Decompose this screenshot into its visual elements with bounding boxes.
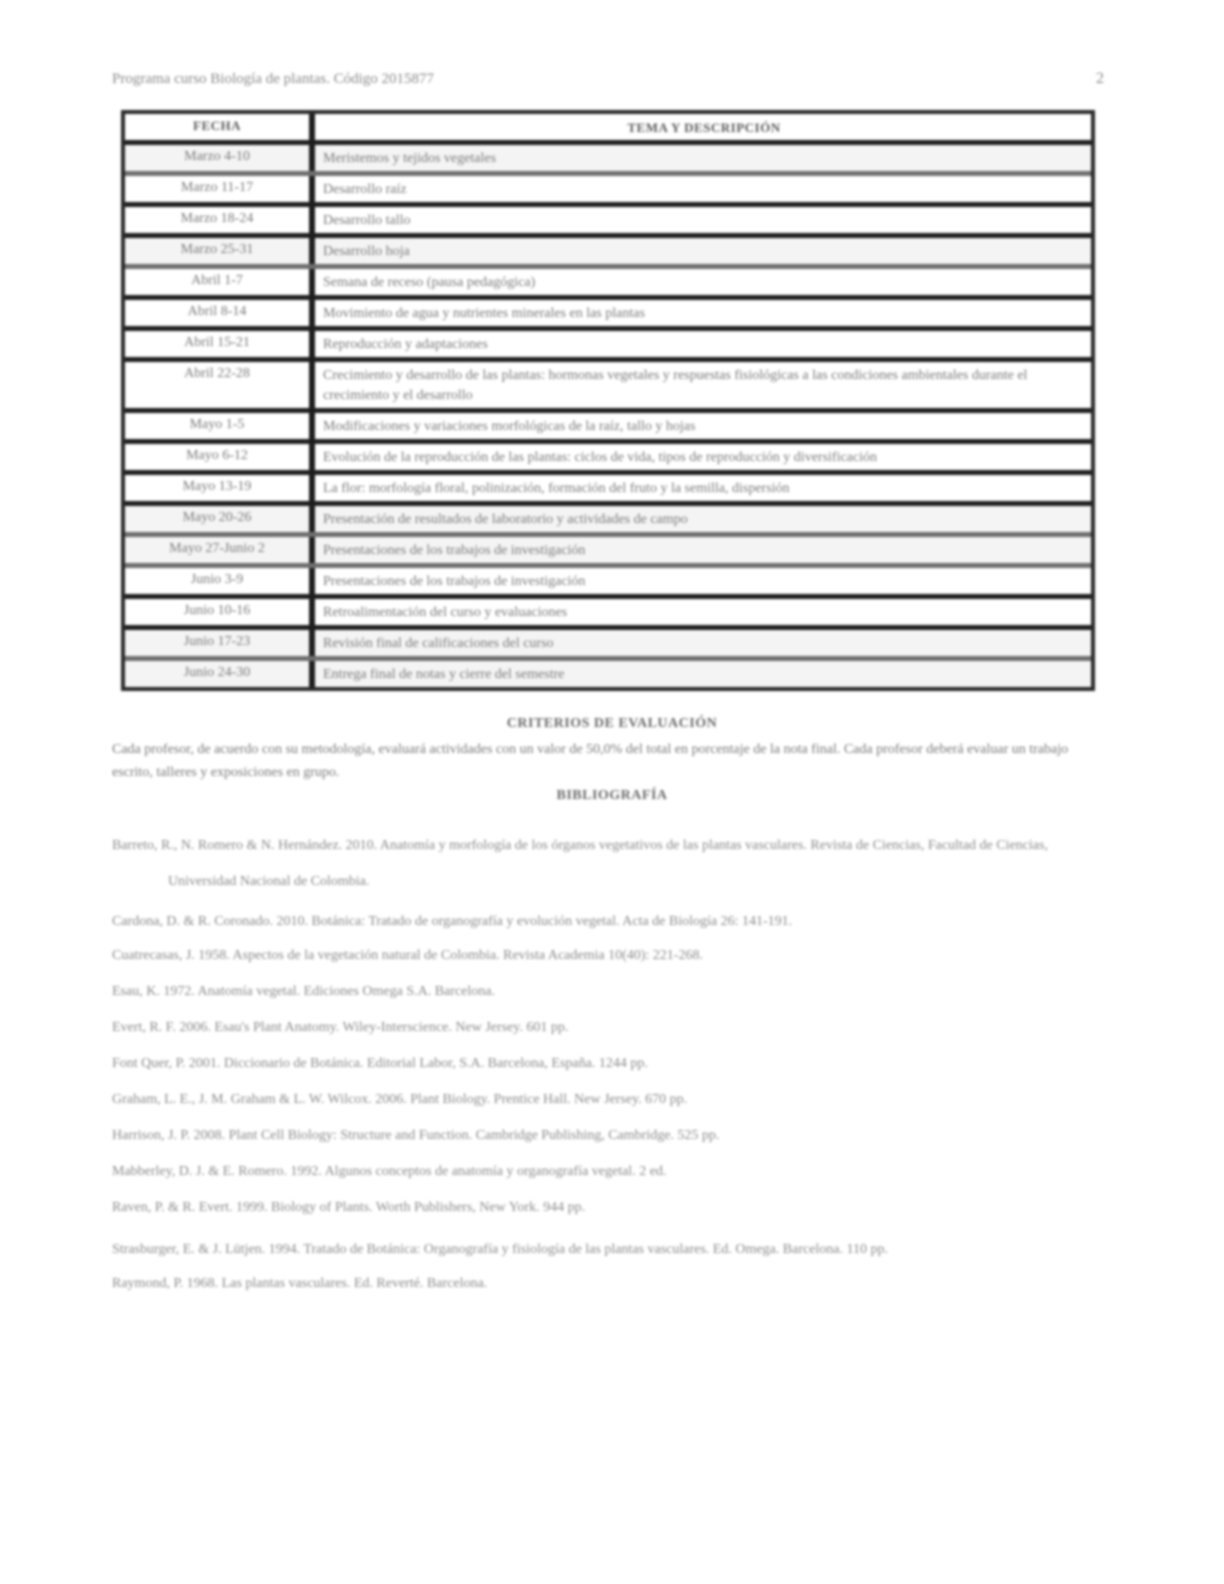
- list-item: Raymond, P. 1968. Las plantas vasculares. Ed. Reverté. Barcelona.: [112, 1276, 488, 1291]
- row-date: Abril 15-21: [125, 331, 315, 357]
- row-topic: Presentaciones de los trabajos de investigación: [323, 543, 586, 558]
- table-row: [125, 362, 1091, 413]
- table-row: [125, 145, 1091, 176]
- list-item: Strasburger, E. & J. Lütjen. 1994. Tratado de Botánica: Organografía y fisiología de las plantas vasculares. Ed. Omega. Barcelona. 110 pp.: [112, 1242, 888, 1257]
- page-number: 2: [1096, 70, 1104, 87]
- list-item: Harrison, J. P. 2008. Plant Cell Biology: Structure and Function. Cambridge Publishing, Cambridge. 525 pp.: [112, 1128, 720, 1143]
- list-item: Raven, P. & R. Evert. 1999. Biology of Plants. Worth Publishers, New York. 944 pp.: [112, 1200, 586, 1215]
- row-date: Mayo 27-Junio 2: [125, 537, 315, 563]
- table-row: [125, 630, 1091, 661]
- list-item: Cardona, D. & R. Coronado. 2010. Botánica: Tratado de organografía y evolución vegetal. Acta de Biología 26: 141-191.: [112, 914, 793, 929]
- row-topic: Desarrollo hoja: [323, 244, 410, 259]
- row-topic: Entrega final de notas y cierre del semestre: [323, 667, 565, 682]
- row-date: Junio 24-30: [125, 661, 315, 687]
- row-topic: Reproducción y adaptaciones: [323, 337, 488, 352]
- row-topic: Desarrollo tallo: [323, 213, 411, 228]
- list-item: Graham, L. E., J. M. Graham & L. W. Wilcox. 2006. Plant Biology. Prentice Hall. New Jersey. 670 pp.: [112, 1092, 688, 1107]
- row-topic: Presentación de resultados de laboratorio y actividades de campo: [323, 512, 688, 527]
- bibliography-list: [112, 828, 1102, 1308]
- row-date: Mayo 20-26: [125, 506, 315, 532]
- list-item: Barreto, R., N. Romero & N. Hernández. 2010. Anatomía y morfología de los órganos vegetativos de las plantas vasculares. Revista de Ciencias, Facultad de Ciencias, Universidad Nacional de Colombia.: [112, 838, 1048, 889]
- evaluation-heading: CRITERIOS DE EVALUACIÓN: [506, 716, 718, 731]
- table-row: [125, 176, 1091, 207]
- list-item: Cuatrecasas, J. 1958. Aspectos de la vegetación natural de Colombia. Revista Academia 10(40): 221-268.: [112, 948, 703, 963]
- row-date: Abril 1-7: [125, 269, 315, 295]
- row-date: Marzo 4-10: [125, 145, 315, 171]
- list-item: Mabberley, D. J. & E. Romero. 1992. Algunos conceptos de anatomía y organografía vegetal. 2 ed.: [112, 1164, 667, 1179]
- row-date: Junio 10-16: [125, 599, 315, 625]
- table-row: [125, 506, 1091, 537]
- row-topic: Meristemos y tejidos vegetales: [323, 151, 497, 166]
- schedule-header-row: [125, 114, 1091, 145]
- table-row: [125, 661, 1091, 687]
- row-date: Marzo 18-24: [125, 207, 315, 233]
- row-topic: Presentaciones de los trabajos de investigación: [323, 574, 586, 589]
- row-date: Abril 22-28: [125, 362, 315, 408]
- row-topic: Retroalimentación del curso y evaluaciones: [323, 605, 568, 620]
- column-header-topic: TEMA Y DESCRIPCIÓN: [627, 120, 781, 135]
- table-row: [125, 269, 1091, 300]
- table-row: [125, 475, 1091, 506]
- row-topic: Crecimiento y desarrollo de las plantas: hormonas vegetales y respuestas fisiológicas a las condiciones ambientales durante el crecimiento y el desarrollo: [323, 368, 1028, 403]
- row-date: Marzo 11-17: [125, 176, 315, 202]
- row-date: Abril 8-14: [125, 300, 315, 326]
- row-topic: Desarrollo raíz: [323, 182, 407, 197]
- row-topic: Semana de receso (pausa pedagógica): [323, 275, 536, 290]
- running-header-title: Programa curso Biología de plantas. Código 2015877: [112, 71, 435, 87]
- table-row: [125, 444, 1091, 475]
- list-item: Esau, K. 1972. Anatomía vegetal. Ediciones Omega S.A. Barcelona.: [112, 984, 495, 999]
- table-row: [125, 300, 1091, 331]
- bibliography-heading: BIBLIOGRAFÍA: [556, 788, 668, 803]
- table-row: [125, 207, 1091, 238]
- row-topic: Revisión final de calificaciones del curso: [323, 636, 554, 651]
- row-date: Mayo 1-5: [125, 413, 315, 439]
- table-row: [125, 413, 1091, 444]
- row-date: Mayo 6-12: [125, 444, 315, 470]
- row-topic: La flor: morfología floral, polinización, formación del fruto y la semilla, dispersión: [323, 481, 790, 496]
- table-row: [125, 599, 1091, 630]
- table-row: [125, 537, 1091, 568]
- table-row: [125, 568, 1091, 599]
- row-date: Marzo 25-31: [125, 238, 315, 264]
- list-item: Evert, R. F. 2006. Esau's Plant Anatomy. Wiley-Interscience. New Jersey. 601 pp.: [112, 1020, 569, 1035]
- row-date: Junio 3-9: [125, 568, 315, 594]
- row-date: Mayo 13-19: [125, 475, 315, 501]
- table-row: [125, 238, 1091, 269]
- row-date: Junio 17-23: [125, 630, 315, 656]
- evaluation-paragraph: Cada profesor, de acuerdo con su metodología, evaluará actividades con un valor de 50,0% del total en porcentaje de la nota final. Cada profesor deberá evaluar un trabajo escrito, talleres y exposiciones en grupo.: [112, 742, 1069, 780]
- table-row: [125, 331, 1091, 362]
- column-header-date: FECHA: [125, 114, 315, 140]
- row-topic: Movimiento de agua y nutrientes minerales en las plantas: [323, 306, 645, 321]
- schedule-table: [121, 110, 1095, 691]
- list-item: Font Quer, P. 2001. Diccionario de Botánica. Editorial Labor, S.A. Barcelona, España. 1244 pp.: [112, 1056, 648, 1071]
- row-topic: Evolución de la reproducción de las plantas: ciclos de vida, tipos de reproducción y diversificación: [323, 450, 877, 465]
- row-topic: Modificaciones y variaciones morfológicas de la raíz, tallo y hojas: [323, 419, 696, 434]
